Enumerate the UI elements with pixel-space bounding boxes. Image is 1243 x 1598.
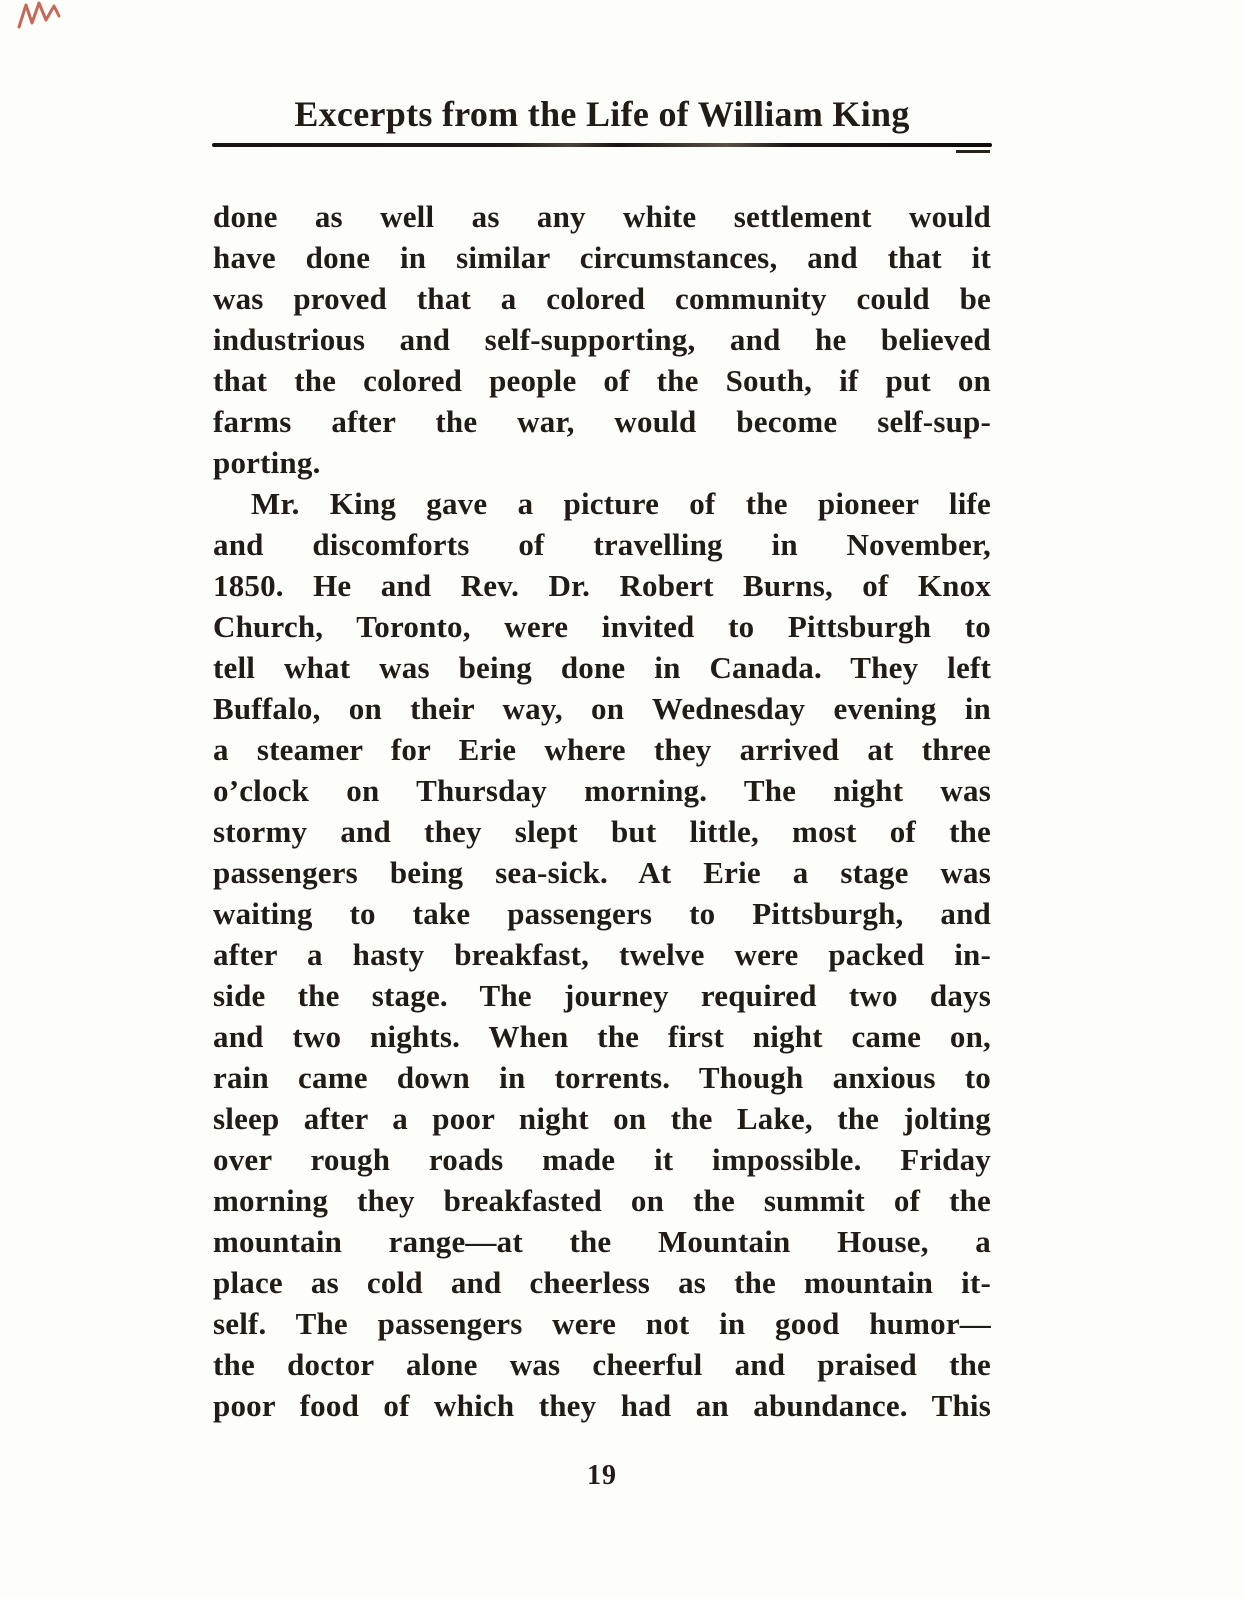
text-line: over rough roads made it impossible. Friday [213,1142,991,1177]
text-line: was proved that a colored community could be [213,281,991,316]
text-line: done as well as any white settlement would [213,199,991,234]
text-line: sleep after a poor night on the Lake, the jolting [213,1101,991,1136]
text-line: 1850. He and Rev. Dr. Robert Burns, of Knox [213,568,991,603]
text-line: rain came down in torrents. Though anxious to [213,1060,991,1095]
red-ink-mark [16,0,64,32]
body-text [213,196,991,1426]
text-line: have done in similar circumstances, and that it [213,240,991,275]
text-line: poor food of which they had an abundance. This [213,1388,991,1423]
text-line: porting. [213,445,321,480]
text-line: and two nights. When the first night came on, [213,1019,991,1054]
text-line: side the stage. The journey required two days [213,978,991,1013]
text-line: mountain range—at the Mountain House, a [213,1224,991,1259]
title-rule-end-dash [956,150,990,153]
text-line: after a hasty breakfast, twelve were packed in- [213,937,991,972]
text-line: stormy and they slept but little, most of the [213,814,991,849]
text-line: a steamer for Erie where they arrived at three [213,732,991,767]
text-line: tell what was being done in Canada. They left [213,650,991,685]
text-line: Mr. King gave a picture of the pioneer life [251,486,991,521]
text-line: industrious and self-supporting, and he believed [213,322,991,357]
text-line: self. The passengers were not in good humor— [213,1306,991,1341]
text-line: place as cold and cheerless as the mountain it- [213,1265,991,1300]
page-title: Excerpts from the Life of William King [294,94,910,134]
text-line: and discomforts of travelling in November, [213,527,991,562]
page-number: 19 [587,1460,617,1491]
text-line: Buffalo, on their way, on Wednesday evening in [213,691,991,726]
text-line: o’clock on Thursday morning. The night was [213,773,991,808]
text-line: morning they breakfasted on the summit of the [213,1183,991,1218]
text-line: Church, Toronto, were invited to Pittsburgh to [213,609,991,644]
text-line: that the colored people of the South, if put on [213,363,991,398]
text-line: the doctor alone was cheerful and praised the [213,1347,991,1382]
title-rule [212,143,992,147]
text-line: passengers being sea-sick. At Erie a stage was [213,855,991,890]
text-line: farms after the war, would become self-sup- [213,404,991,439]
text-line: waiting to take passengers to Pittsburgh, and [213,896,991,931]
